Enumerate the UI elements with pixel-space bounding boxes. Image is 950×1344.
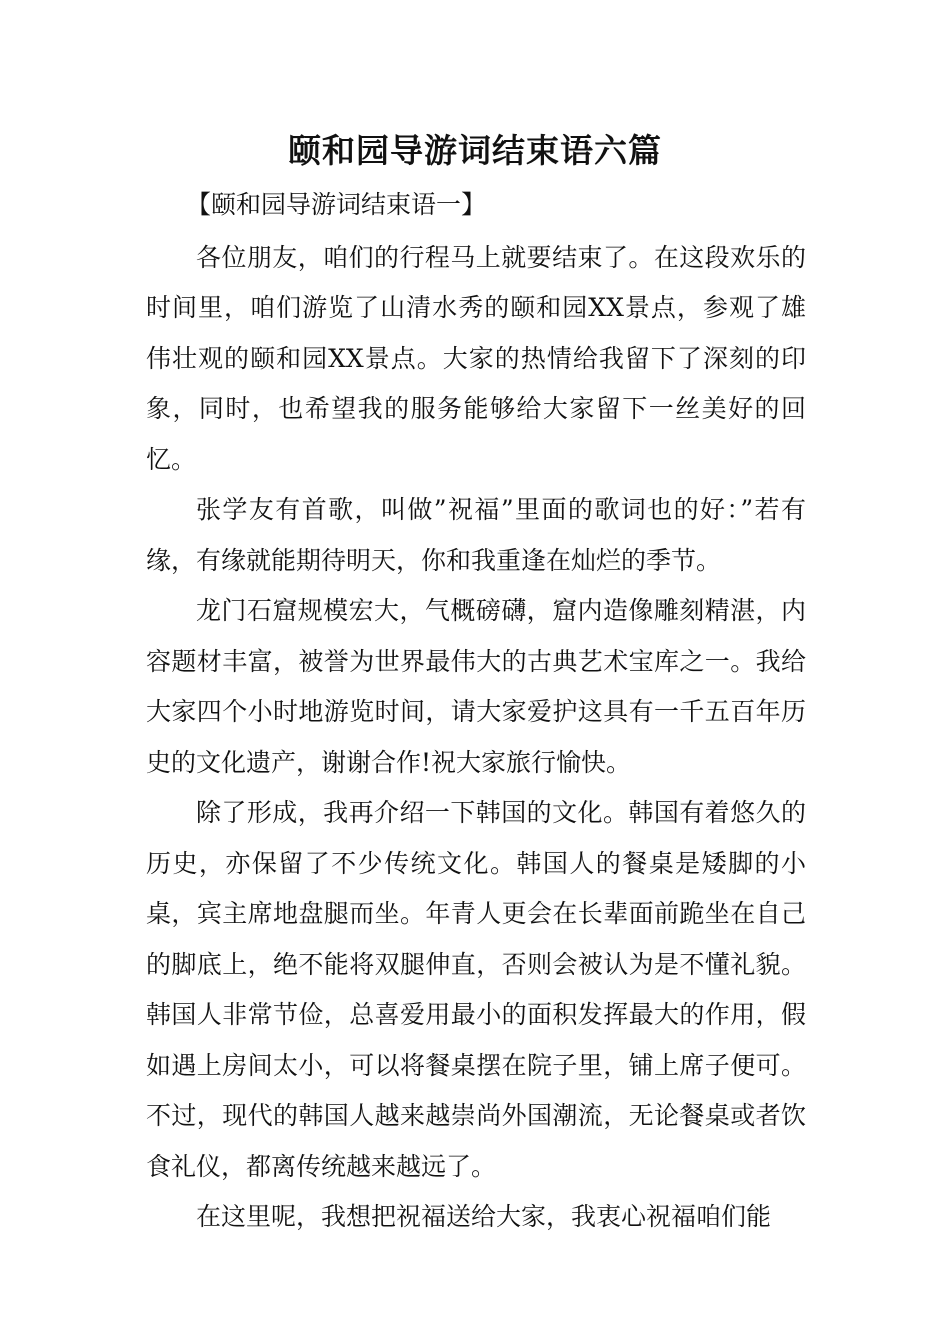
section-heading: 【颐和园导游词结束语一】 [186,190,487,219]
paragraph-4: 除了形成，我再介绍一下韩国的文化。韩国有着悠久的历史，亦保留了不少传统文化。韩国人的餐桌是矮脚的小桌，宾主席地盘腿而坐。年青人更会在长辈面前跪坐在自己的脚底上，绝不能将双腿伸直，否则会被认为是不懂礼貌。韩国人非常节俭，总喜爱用最小的面积发挥最大的作用，假如遇上房间太小，可以将餐桌摆在院子里，铺上席子便可。不过，现代的韩国人越来越崇尚外国潮流，无论餐桌或者饮食礼仪，都离传统越来越远了。 [146,798,806,1181]
paragraph-5: 在这里呢，我想把祝福送给大家，我衷心祝福咱们能 [196,1202,772,1231]
document-title: 颐和园导游词结束语六篇 [288,131,662,170]
paragraph-3: 龙门石窟规模宏大，气概磅礴，窟内造像雕刻精湛，内容题材丰富，被誉为世界最伟大的古典艺术宝库之一。我给大家四个小时地游览时间，请大家爱护这具有一千五百年历史的文化遗产，谢谢合作!祝大家旅行愉快。 [146,596,806,777]
paragraph-1: 各位朋友，咱们的行程马上就要结束了。在这段欢乐的时间里，咱们游览了山清水秀的颐和园XX景点，参观了雄伟壮观的颐和园XX景点。大家的热情给我留下了深刻的印象，同时，也希望我的服务能够给大家留下一丝美好的回忆。 [146,242,806,474]
document-body [146,180,806,1243]
paragraph-2: 张学友有首歌，叫做”祝福”里面的歌词也的好：”若有缘，有缘就能期待明天，你和我重逢在灿烂的季节。 [146,495,806,575]
